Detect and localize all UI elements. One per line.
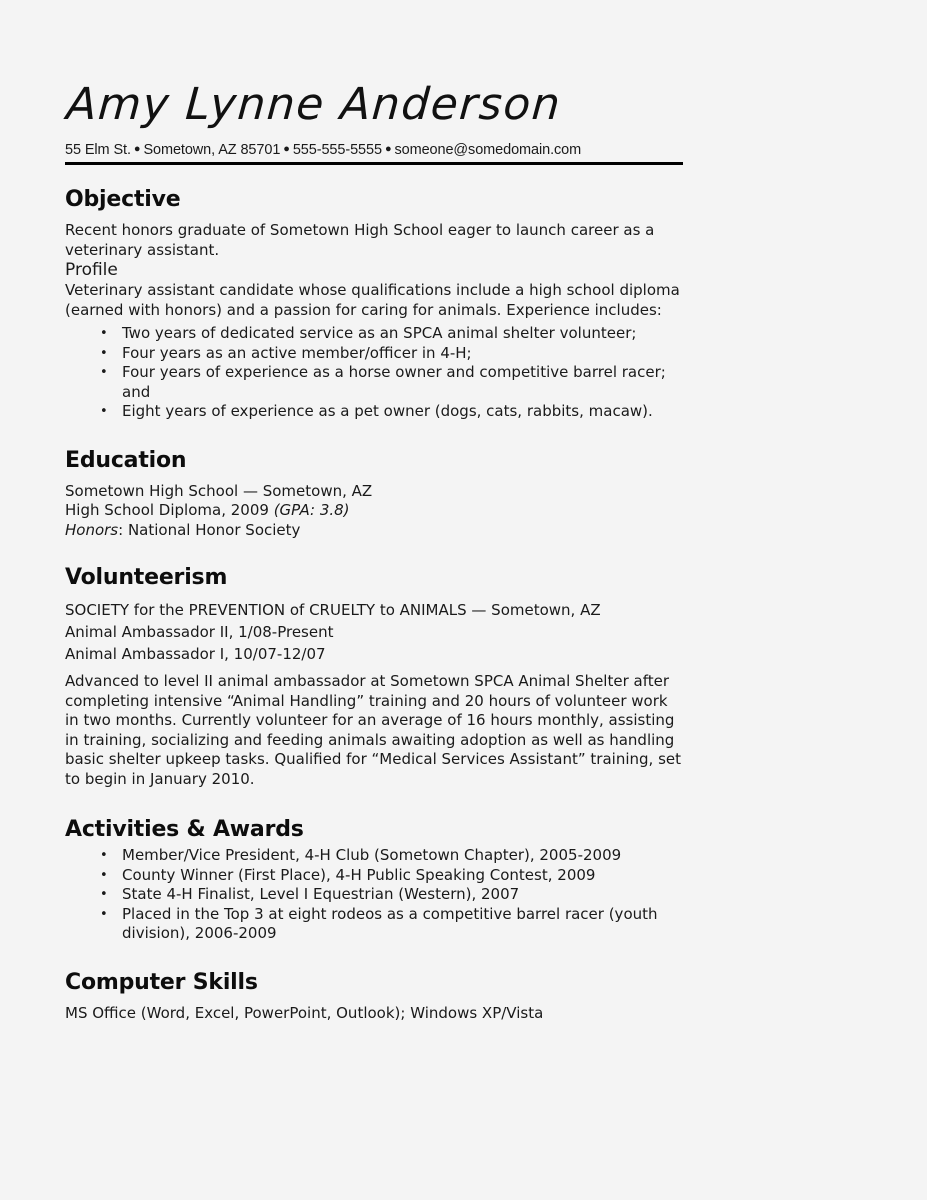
education-honors-value: : National Honor Society [118, 520, 301, 539]
list-item [65, 344, 685, 364]
contact-separator-icon: ● [133, 143, 141, 156]
education-entry [65, 482, 685, 541]
header-divider [65, 162, 683, 165]
contact-city-state-zip: Sometown, AZ 85701 [143, 142, 281, 159]
list-item-label: Eight years of experience as a pet owner (dogs, cats, rabbits, macaw). [122, 402, 653, 421]
list-item [65, 905, 685, 944]
list-item-label: Member/Vice President, 4-H Club (Sometown Chapter), 2005-2009 [122, 846, 622, 865]
list-item-label: Four years as an active member/officer in 4-H; [122, 343, 472, 362]
bullet-icon: • [100, 906, 108, 922]
objective-body: Recent honors graduate of Sometown High School eager to launch career as a veterinary assistant. [65, 221, 655, 259]
volunteerism-description: Advanced to level II animal ambassador at Sometown SPCA Animal Shelter after completing intensive “Animal Handling” training and 20 hours of volunteer work in two months. Currently volunteer for an average of 16 hours monthly, assisting in training, socializing and feeding animals awaiting adoption as well as handling basic shelter upkeep tasks. Qualified for “Medical Services Assistant” training, set to begin in January 2010. [65, 672, 681, 788]
list-item [65, 866, 685, 886]
education-school: Sometown High School — Sometown, AZ [65, 481, 373, 500]
bullet-icon: • [100, 867, 108, 883]
list-item [65, 324, 685, 344]
bullet-icon: • [100, 887, 108, 903]
section-heading-computer-skills: Computer Skills [65, 969, 258, 995]
candidate-name: Amy Lynne Anderson [64, 79, 564, 130]
section-heading-volunteerism: Volunteerism [65, 565, 228, 591]
bullet-icon: • [100, 326, 108, 342]
computer-skills-body: MS Office (Word, Excel, PowerPoint, Outlook); Windows XP/Vista [65, 1003, 544, 1022]
volunteerism-role-one: Animal Ambassador I, 10/07-12/07 [65, 645, 326, 664]
resume-content [65, 0, 685, 1023]
list-item-label: State 4-H Finalist, Level I Equestrian (Western), 2007 [122, 885, 520, 904]
contact-phone: 555-555-5555 [292, 142, 382, 159]
education-honors-label: Honors [65, 520, 119, 539]
education-gpa: (GPA: 3.8) [273, 501, 350, 520]
list-item-label: County Winner (First Place), 4-H Public Speaking Contest, 2009 [122, 865, 596, 884]
list-item-label: Two years of dedicated service as an SPCA animal shelter volunteer; [122, 324, 637, 343]
bullet-icon: • [100, 848, 108, 864]
activities-bullet-list [65, 846, 685, 944]
education-honors-line [65, 521, 685, 541]
volunteerism-role-two: Animal Ambassador II, 1/08-Present [65, 623, 334, 642]
profile-body: Veterinary assistant candidate whose qualifications include a high school diploma (earned with honors) and a passion for caring for animals. Experience includes: [65, 281, 680, 319]
bullet-icon: • [100, 345, 108, 361]
contact-separator-icon: ● [283, 143, 290, 156]
list-item [65, 363, 685, 402]
education-degree: High School Diploma, 2009 [65, 501, 269, 520]
profile-bullet-list [65, 324, 685, 422]
list-item-label: Placed in the Top 3 at eight rodeos as a competitive barrel racer (youth division), 2006-2009 [122, 904, 658, 943]
contact-line [65, 142, 685, 158]
contact-address: 55 Elm St. [65, 142, 131, 159]
volunteerism-organization: SOCIETY for the PREVENTION of CRUELTY to ANIMALS — Sometown, AZ [65, 601, 601, 620]
bullet-icon: • [100, 404, 108, 420]
education-degree-line [65, 501, 685, 521]
list-item [65, 402, 685, 422]
bullet-icon: • [100, 365, 108, 381]
contact-separator-icon: ● [384, 143, 392, 156]
list-item [65, 885, 685, 905]
section-heading-education: Education [65, 447, 187, 473]
list-item-label: Four years of experience as a horse owner and competitive barrel racer; and [122, 363, 666, 401]
subheading-profile: Profile [65, 260, 118, 281]
section-heading-activities: Activities & Awards [65, 817, 304, 843]
list-item [65, 846, 685, 866]
section-heading-objective: Objective [65, 187, 181, 213]
contact-email[interactable]: someone@somedomain.com [394, 142, 582, 159]
